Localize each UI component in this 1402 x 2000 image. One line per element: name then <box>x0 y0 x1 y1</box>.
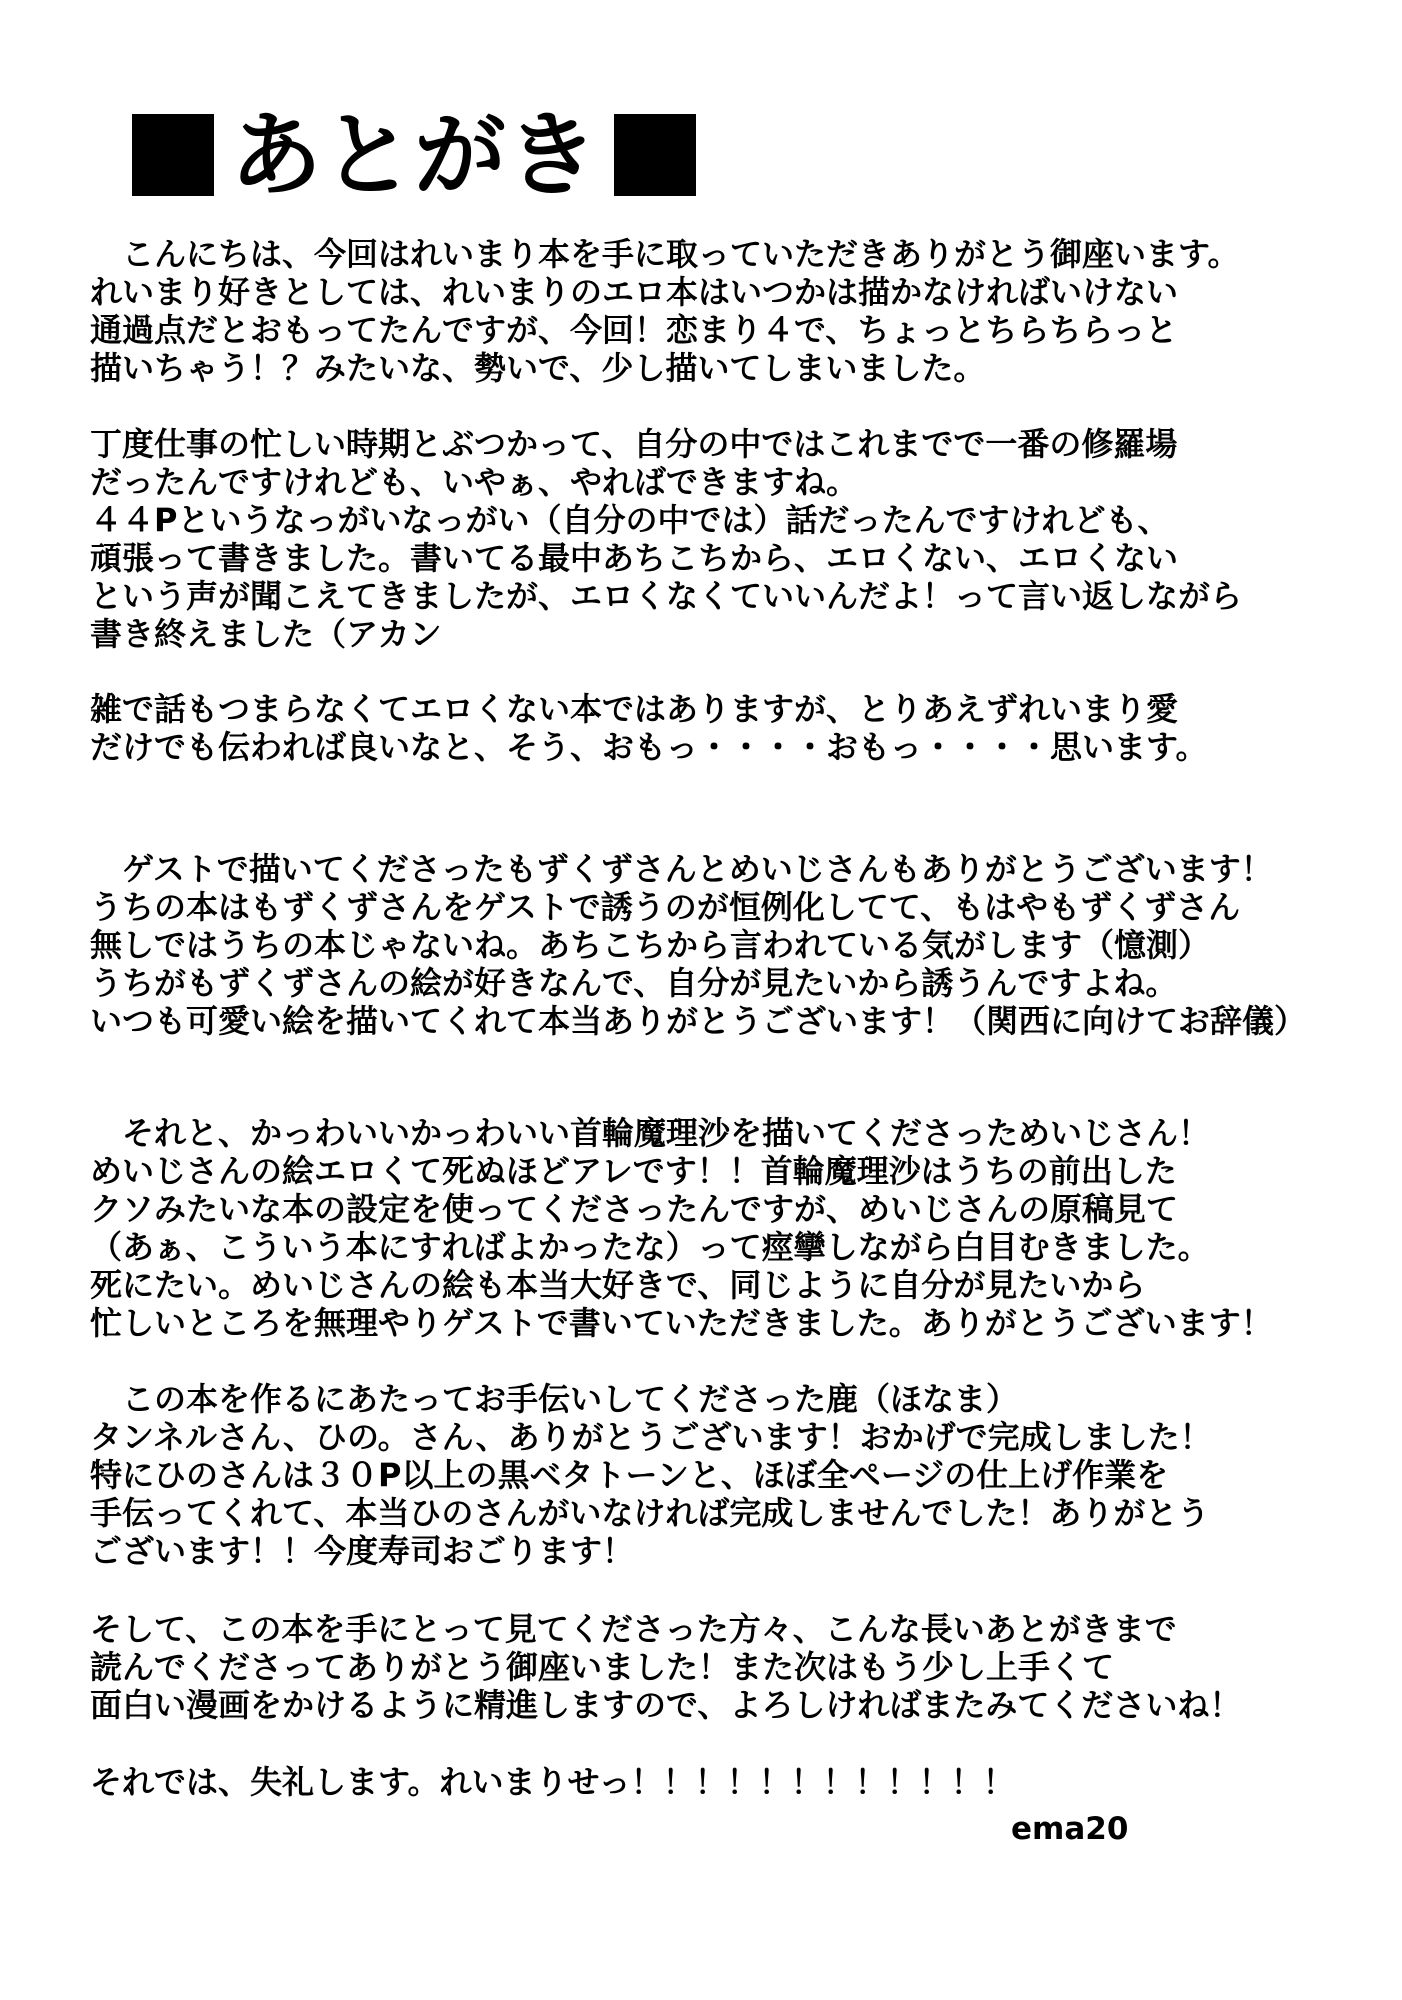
text-line: クソみたいな本の設定を使ってくださったんですが、めいじさんの原稿見て <box>90 1190 1179 1228</box>
paragraph-guest-mozukuzu <box>90 850 1330 1040</box>
paragraph-love <box>90 690 1330 766</box>
paragraph-readers <box>90 1610 1330 1724</box>
text-line: 死にたい。めいじさんの絵も本当大好きで、同じように自分が見たいから <box>90 1266 1146 1304</box>
text-line: （あぁ、こういう本にすればよかったな）って痙攣しながら白目むきました。 <box>90 1228 1210 1266</box>
paragraph-greeting <box>90 235 1330 387</box>
text-line: 読んでくださってありがとう御座いました！また次はもう少し上手くて <box>90 1648 1115 1686</box>
text-line: ４４Pというなっがいなっがい（自分の中では）話だったんですけれども、 <box>90 501 1170 539</box>
text-line: 無しではうちの本じゃないね。あちこちから言われている気がします（憶測） <box>90 926 1211 964</box>
paragraph-closing <box>90 1763 1330 1801</box>
text-line: ございます！！今度寿司おごります！ <box>90 1532 635 1570</box>
black-square-icon <box>614 114 696 196</box>
text-line: 通過点だとおもってたんですが、今回！恋まり４で、ちょっとちらちらっと <box>90 311 1178 349</box>
text-line: 面白い漫画をかけるように精進しますので、よろしければまたみてくださいね！ <box>90 1686 1242 1724</box>
paragraph-assistants <box>90 1380 1330 1570</box>
text-line: タンネルさん、ひの。さん、ありがとうございます！おかげで完成しました！ <box>90 1418 1212 1456</box>
text-line: うちの本はもずくずさんをゲストで誘うのが恒例化してて、もはやもずくずさん <box>90 888 1241 926</box>
text-line: 丁度仕事の忙しい時期とぶつかって、自分の中ではこれまでで一番の修羅場 <box>90 425 1178 463</box>
text-line: いつも可愛い絵を描いてくれて本当ありがとうございます！（関西に向けてお辞儀） <box>90 1002 1307 1040</box>
text-line: めいじさんの絵エロくて死ぬほどアレです！！首輪魔理沙はうちの前出した <box>90 1152 1177 1190</box>
text-line: うちがもずくずさんの絵が好きなんで、自分が見たいから誘うんですよね。 <box>90 964 1178 1002</box>
text-line: ゲストで描いてくださったもずくずさんとめいじさんもありがとうございます！ <box>90 850 1273 888</box>
text-line: こんにちは、今回はれいまり本を手に取っていただきありがとう御座います。 <box>90 235 1240 273</box>
paragraph-guest-meiji <box>90 1114 1330 1342</box>
text-line: だけでも伝われば良いなと、そう、おもっ・・・・おもっ・・・・思います。 <box>90 728 1208 766</box>
text-line: 忙しいところを無理やりゲストで書いていただきました。ありがとうございます！ <box>90 1304 1273 1342</box>
page-title <box>132 100 696 210</box>
text-line: という声が聞こえてきましたが、エロくなくていいんだよ！って言い返しながら <box>90 577 1243 615</box>
text-line: それと、かっわいいかっわいい首輪魔理沙を描いてくださっためいじさん！ <box>90 1114 1211 1152</box>
text-line: この本を作るにあたってお手伝いしてくださった鹿（ほなま） <box>90 1380 1019 1418</box>
text-line: それでは、失礼します。れいまりせっ！！！！！！！！！！！！ <box>90 1763 1015 1801</box>
black-square-icon <box>132 114 214 196</box>
text-line: 書き終えました（アカン <box>90 615 442 653</box>
text-line: 雑で話もつまらなくてエロくない本ではありますが、とりあえずれいまり愛 <box>90 690 1179 728</box>
paragraph-work <box>90 425 1330 653</box>
title-text: あとがき <box>230 101 599 209</box>
text-line: れいまり好きとしては、れいまりのエロ本はいつかは描かなければいけない <box>90 273 1179 311</box>
text-line: そして、この本を手にとって見てくださった方々、こんな長いあとがきまで <box>90 1610 1177 1648</box>
text-line: 手伝ってくれて、本当ひのさんがいなければ完成しませんでした！ありがとう <box>90 1494 1210 1532</box>
text-line: 頑張って書きました。書いてる最中あちこちから、エロくない、エロくない <box>90 539 1179 577</box>
text-line: 特にひのさんは３０P以上の黒ベタトーンと、ほぼ全ページの仕上げ作業を <box>90 1456 1169 1494</box>
text-line: 描いちゃう！？みたいな、勢いで、少し描いてしまいました。 <box>90 349 986 387</box>
text-line: だったんですけれども、いやぁ、やればできますね。 <box>90 463 859 501</box>
author-signature: ema20 <box>1011 1811 1129 1847</box>
